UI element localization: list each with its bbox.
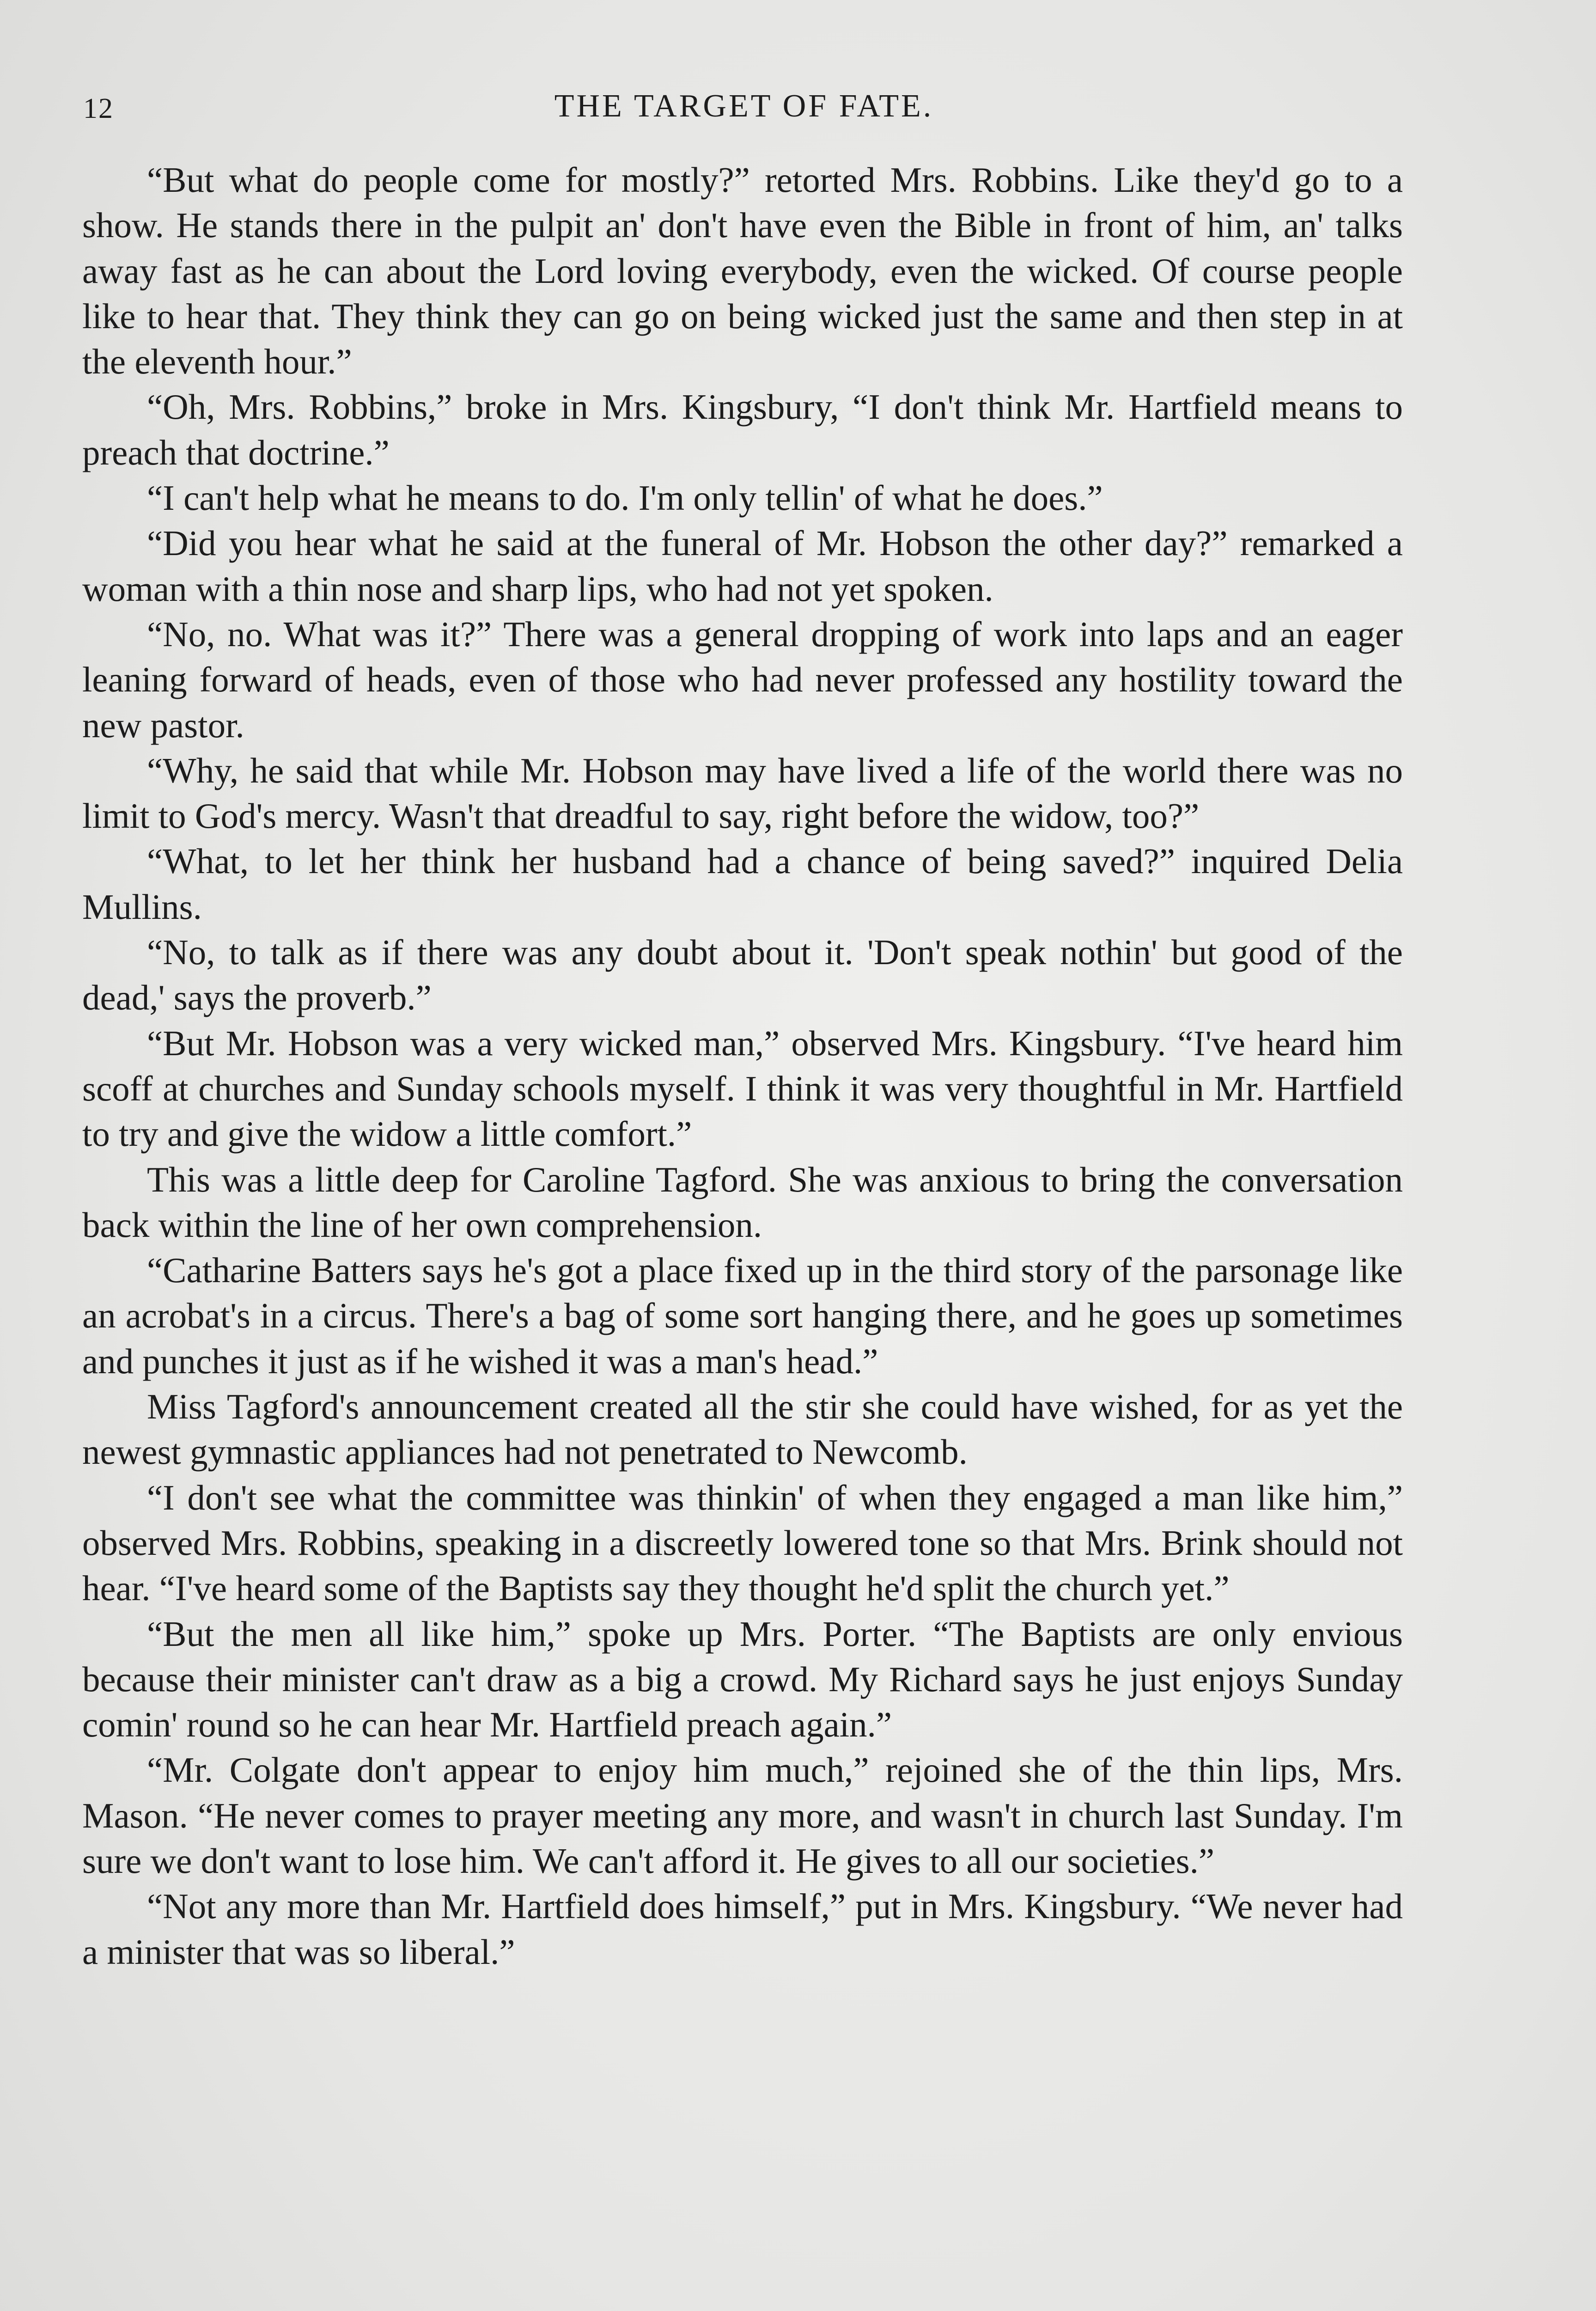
paragraph: “But what do people come for mostly?” retorted Mrs. Robbins. Like they'd go to a show. He stands there in the pulpit an' don't have even the Bible in front of him, an' talks away fast as he can about the Lord loving everybody, even the wicked. Of course people like to hear that. They think they can go on being wicked just the same and then step in at the eleventh hour.” xyxy=(82,160,1403,382)
running-title: THE TARGET OF FATE. xyxy=(554,88,934,124)
paragraph: “What, to let her think her husband had a chance of being saved?” inquired Delia Mullins. xyxy=(82,841,1403,927)
paragraph: “I don't see what the committee was thinkin' of when they engaged a man like him,” observed Mrs. Robbins, speaking in a discreetly lowered tone so that Mrs. Brink should not hear. “I've heard some of the Baptists say they thought he'd split the church yet.” xyxy=(82,1477,1403,1608)
page-number: 12 xyxy=(83,93,114,124)
paragraph: “Why, he said that while Mr. Hobson may have lived a life of the world there was no limit to God's mercy. Wasn't that dreadful to say, right before the widow, too?” xyxy=(82,750,1403,836)
paragraph: “But Mr. Hobson was a very wicked man,” observed Mrs. Kingsbury. “I've heard him scoff at churches and Sunday schools myself. I think it was very thoughtful in Mr. Hartfield to try and give the widow a little comfort.” xyxy=(82,1023,1403,1154)
paragraph: “No, to talk as if there was any doubt about it. 'Don't speak nothin' but good of the dead,' says the proverb.” xyxy=(82,932,1403,1018)
body-text xyxy=(82,157,1403,1975)
paragraph: “No, no. What was it?” There was a general dropping of work into laps and an eager leaning forward of heads, even of those who had never professed any hostility toward the new pastor. xyxy=(82,614,1403,745)
paragraph: “Mr. Colgate don't appear to enjoy him much,” rejoined she of the thin lips, Mrs. Mason. “He never comes to prayer meeting any more, and wasn't in church last Sunday. I'm sure we don't want to lose him. We can't afford it. He gives to all our societies.” xyxy=(82,1750,1403,1881)
paragraph: Miss Tagford's announcement created all the stir she could have wished, for as yet the newest gymnastic appliances had not penetrated to Newcomb. xyxy=(82,1387,1403,1472)
paragraph: “Not any more than Mr. Hartfield does himself,” put in Mrs. Kingsbury. “We never had a minister that was so liberal.” xyxy=(82,1886,1403,1972)
paragraph: “Did you hear what he said at the funeral of Mr. Hobson the other day?” remarked a woman with a thin nose and sharp lips, who had not yet spoken. xyxy=(82,523,1403,609)
paragraph: “Oh, Mrs. Robbins,” broke in Mrs. Kingsbury, “I don't think Mr. Hartfield means to preach that doctrine.” xyxy=(82,387,1403,472)
page-header xyxy=(83,88,1405,129)
paragraph: This was a little deep for Caroline Tagford. She was anxious to bring the conversation back within the line of her own comprehension. xyxy=(82,1159,1403,1245)
paragraph: “But the men all like him,” spoke up Mrs. Porter. “The Baptists are only envious because their minister can't draw as a big a crowd. My Richard says he just enjoys Sunday comin' round so he can hear Mr. Hartfield preach again.” xyxy=(82,1614,1403,1745)
paragraph: “I can't help what he means to do. I'm only tellin' of what he does.” xyxy=(147,478,1103,518)
paragraph: “Catharine Batters says he's got a place fixed up in the third story of the parsonage like an acrobat's in a circus. There's a bag of some sort hanging there, and he goes up sometimes and punches it just as if he wished it was a man's head.” xyxy=(82,1250,1403,1381)
